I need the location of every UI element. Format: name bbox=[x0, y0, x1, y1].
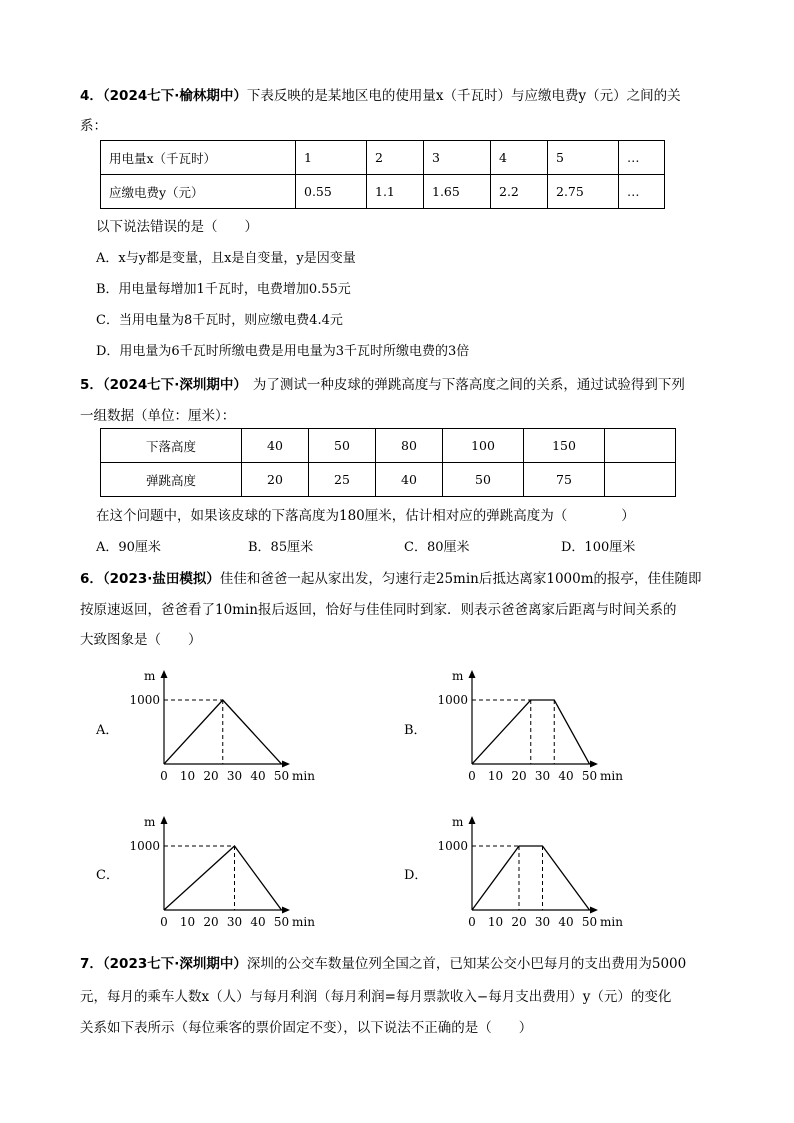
x-tick-label: 50 bbox=[581, 769, 598, 783]
q5-source: （2024七下·深圳期中） bbox=[102, 377, 247, 393]
x-axis-label: min bbox=[600, 769, 623, 783]
q5-stem-line1 bbox=[80, 373, 685, 393]
x-tick-label: 40 bbox=[558, 769, 574, 783]
y-axis-arrow bbox=[469, 670, 476, 678]
x-tick-label: 0 bbox=[468, 915, 476, 929]
q6-graph-c[interactable] bbox=[128, 808, 333, 933]
q7-stem-line2: 元，每月的乘车人数x（人）与每月利润（每月利润=每月票款收入−每月支出费用）y（元）的变化 bbox=[80, 989, 672, 1005]
q4-table bbox=[100, 140, 665, 209]
q6-option-d-label[interactable]: D． bbox=[404, 868, 428, 883]
q4-stem-text: 下表反映的是某地区电的使用量x（千瓦时）与应缴电费y（元）之间的关 bbox=[246, 88, 681, 104]
q5-option-b[interactable]: B．85厘米 bbox=[248, 540, 314, 555]
x-tick-label: 20 bbox=[511, 915, 527, 929]
table-head-cell: 用电量x（千瓦时） bbox=[101, 141, 296, 175]
table-cell: 4 bbox=[491, 141, 548, 175]
y-axis-label: m bbox=[144, 815, 156, 829]
q6-stem-text: 佳佳和爸爸一起从家出发，匀速行走25min后抵达离家1000m的报亭，佳佳随即 bbox=[219, 571, 702, 587]
table-cell: 50 bbox=[309, 429, 376, 463]
q6-source: （2023·盐田模拟） bbox=[102, 571, 220, 587]
x-tick-label: 10 bbox=[179, 769, 196, 783]
q5-option-d[interactable]: D．100厘米 bbox=[561, 540, 636, 555]
x-axis-arrow bbox=[282, 907, 290, 914]
q5-ask: 在这个问题中，如果该皮球的下落高度为180厘米，估计相对应的弹跳高度为（ ） bbox=[96, 508, 635, 524]
table-cell: 75 bbox=[524, 463, 605, 497]
q6-stem-line2: 按原速返回，爸爸看了10min报后返回，恰好与佳佳同时到家．则表示爸爸离家后距离与时间关系的 bbox=[80, 602, 677, 618]
x-tick-label: 50 bbox=[273, 915, 290, 929]
x-tick-label: 0 bbox=[468, 769, 476, 783]
x-tick-label: 30 bbox=[226, 915, 243, 929]
y-tick-label: 1000 bbox=[437, 839, 468, 853]
table-cell: 150 bbox=[524, 429, 605, 463]
q4-source: （2024七下·榆林期中） bbox=[102, 88, 247, 104]
x-tick-label: 20 bbox=[203, 769, 219, 783]
q6-graph-b[interactable] bbox=[436, 662, 641, 787]
q4-number: 4． bbox=[80, 88, 103, 104]
q4-option-d[interactable]: D．用电量为6千瓦时所缴电费是用电量为3千瓦时所缴电费的3倍 bbox=[96, 344, 470, 359]
q6-graph-a[interactable] bbox=[128, 662, 333, 787]
q7-stem-line3: 关系如下表所示（每位乘客的票价固定不变），以下说法不正确的是（ ） bbox=[80, 1020, 533, 1036]
table-cell: 40 bbox=[242, 429, 309, 463]
x-axis-label: min bbox=[600, 915, 623, 929]
table-cell: 3 bbox=[424, 141, 491, 175]
y-axis-arrow bbox=[161, 816, 168, 824]
x-axis-arrow bbox=[590, 761, 598, 768]
distance-time-line bbox=[472, 846, 590, 910]
q6-stem-line3: 大致图象是（ ） bbox=[80, 632, 202, 648]
table-cell: 25 bbox=[309, 463, 376, 497]
q4-option-b[interactable]: B．用电量每增加1千瓦时，电费增加0.55元 bbox=[96, 282, 351, 297]
table-row bbox=[101, 175, 665, 209]
q5-option-a[interactable]: A．90厘米 bbox=[96, 540, 161, 555]
table-head-cell: 应缴电费y（元） bbox=[101, 175, 296, 209]
x-axis-label: min bbox=[292, 769, 315, 783]
table-cell: 40 bbox=[376, 463, 443, 497]
table-cell: 1.1 bbox=[367, 175, 424, 209]
table-cell: … bbox=[619, 141, 665, 175]
q7-source: （2023七下·深圳期中） bbox=[102, 956, 247, 972]
q6-option-a-label[interactable]: A． bbox=[96, 723, 119, 738]
x-axis-arrow bbox=[590, 907, 598, 914]
table-head-cell: 下落高度 bbox=[101, 429, 242, 463]
q4-ask: 以下说法错误的是（ ） bbox=[96, 219, 258, 235]
x-tick-label: 10 bbox=[487, 769, 504, 783]
table-cell: 2.75 bbox=[548, 175, 619, 209]
q7-number: 7． bbox=[80, 956, 103, 972]
x-axis-label: min bbox=[292, 915, 315, 929]
table-cell: 20 bbox=[242, 463, 309, 497]
q4-option-a[interactable]: A．x与y都是变量，且x是自变量，y是因变量 bbox=[96, 251, 356, 266]
y-axis-label: m bbox=[452, 815, 464, 829]
q6-graph-d[interactable] bbox=[436, 808, 641, 933]
x-tick-label: 50 bbox=[273, 769, 290, 783]
x-tick-label: 30 bbox=[226, 769, 243, 783]
table-row bbox=[101, 141, 665, 175]
x-tick-label: 30 bbox=[534, 769, 551, 783]
q4-option-c[interactable]: C．当用电量为8千瓦时，则应缴电费4.4元 bbox=[96, 313, 343, 328]
table-cell: … bbox=[619, 175, 665, 209]
q6-stem-line1 bbox=[80, 567, 702, 587]
x-tick-label: 40 bbox=[558, 915, 574, 929]
table-cell: 2.2 bbox=[491, 175, 548, 209]
q5-stem-text: 为了测试一种皮球的弹跳高度与下落高度之间的关系，通过试验得到下列 bbox=[252, 377, 685, 393]
y-axis-label: m bbox=[452, 669, 464, 683]
q6-number: 6． bbox=[80, 571, 103, 587]
q6-option-b-label[interactable]: B． bbox=[404, 723, 427, 738]
x-tick-label: 40 bbox=[250, 915, 266, 929]
distance-time-line bbox=[164, 846, 282, 910]
x-tick-label: 50 bbox=[581, 915, 598, 929]
q5-option-c[interactable]: C．80厘米 bbox=[404, 540, 470, 555]
q5-stem-line2: 一组数据（单位：厘米）： bbox=[80, 408, 236, 424]
q5-number: 5． bbox=[80, 377, 103, 393]
q5-table bbox=[100, 428, 676, 497]
table-cell: 50 bbox=[443, 463, 524, 497]
q7-stem-text: 深圳的公交车数量位列全国之首，已知某公交小巴每月的支出费用为5000 bbox=[246, 956, 687, 972]
table-cell: 100 bbox=[443, 429, 524, 463]
table-cell: 1.65 bbox=[424, 175, 491, 209]
table-cell: 5 bbox=[548, 141, 619, 175]
table-cell: 0.55 bbox=[296, 175, 367, 209]
q4-stem-line1 bbox=[80, 84, 681, 104]
table-cell: 80 bbox=[376, 429, 443, 463]
y-tick-label: 1000 bbox=[129, 839, 160, 853]
table-cell bbox=[605, 463, 676, 497]
table-head-cell: 弹跳高度 bbox=[101, 463, 242, 497]
x-tick-label: 20 bbox=[511, 769, 527, 783]
y-axis-arrow bbox=[469, 816, 476, 824]
table-cell bbox=[605, 429, 676, 463]
x-axis-arrow bbox=[282, 761, 290, 768]
y-tick-label: 1000 bbox=[129, 693, 160, 707]
table-row bbox=[101, 463, 676, 497]
x-tick-label: 10 bbox=[179, 915, 196, 929]
table-cell: 2 bbox=[367, 141, 424, 175]
x-tick-label: 20 bbox=[203, 915, 219, 929]
x-tick-label: 0 bbox=[160, 915, 168, 929]
q7-stem-line1 bbox=[80, 952, 686, 972]
y-axis-label: m bbox=[144, 669, 156, 683]
table-row bbox=[101, 429, 676, 463]
y-axis-arrow bbox=[161, 670, 168, 678]
q6-option-c-label[interactable]: C． bbox=[96, 868, 119, 883]
x-tick-label: 0 bbox=[160, 769, 168, 783]
y-tick-label: 1000 bbox=[437, 693, 468, 707]
x-tick-label: 40 bbox=[250, 769, 266, 783]
x-tick-label: 30 bbox=[534, 915, 551, 929]
x-tick-label: 10 bbox=[487, 915, 504, 929]
table-cell: 1 bbox=[296, 141, 367, 175]
q4-stem-line2: 系： bbox=[80, 118, 107, 134]
